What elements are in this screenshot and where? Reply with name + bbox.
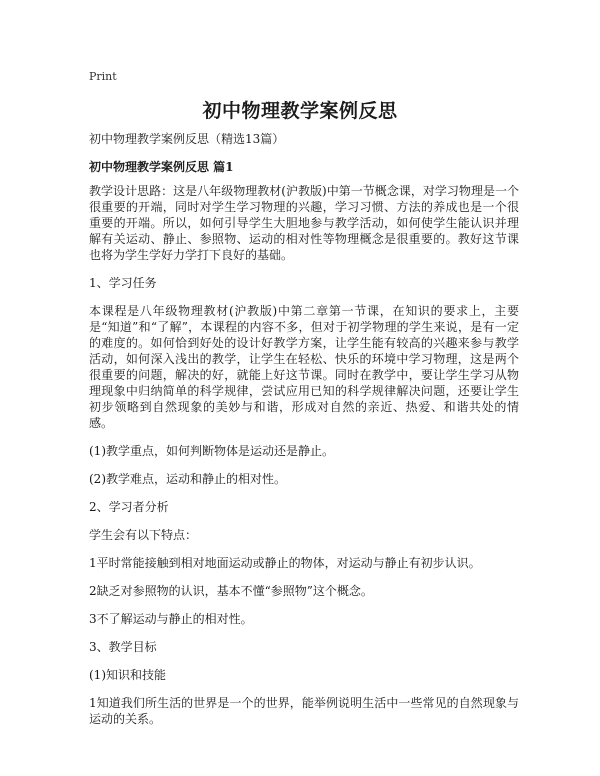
goal-knowledge-skills: (1)知识和技能 — [89, 668, 166, 682]
goal-item: 1知道我们所生活的世界是一个的世界，能举例说明生活中一些常见的自然现象与运动的关系。 — [89, 696, 519, 726]
learner-item: 1平时常能接触到相对地面运动或静止的物体，对运动与静止有初步认识。 — [89, 556, 481, 570]
document-body — [89, 131, 519, 739]
document-subtitle: 初中物理教学案例反思（精选13篇） — [89, 132, 285, 146]
key-point: (1)教学重点，如何判断物体是运动还是静止。 — [89, 444, 334, 458]
intro-paragraph: 教学设计思路：这是八年级物理教材(沪教版)中第一节概念课，对学习物理是一个很重要的开端，同时对学生学习物理的兴趣，学习习惯、方法的养成也是一个很重要的开端。所以，如何引导学生大胆地参与教学活动，如何使学生能认识并理解有关运动、静止、参照物、运动的相对性等物理概念是很重要的。教好这节课也将为学生学好力学打下良好的基础。 — [89, 184, 519, 262]
heading-teaching-goals: 3、教学目标 — [89, 640, 157, 654]
learner-item: 2缺乏对参照物的认识，基本不懂“参照物”这个概念。 — [89, 584, 373, 598]
heading-learning-task: 1、学习任务 — [89, 276, 157, 290]
difficult-point: (2)教学难点，运动和静止的相对性。 — [89, 472, 286, 486]
document-title: 初中物理教学案例反思 — [202, 100, 398, 122]
learner-intro: 学生会有以下特点： — [89, 528, 198, 542]
print-label: Print — [89, 70, 117, 83]
task-paragraph: 本课程是八年级物理教材(沪教版)中第二章第一节课，在知识的要求上，主要是“知道”和“了解”，本课程的内容不多，但对于初学物理的学生来说，是有一定的难度的。如何恰到好处的设计好教学方案，让学生能有较高的兴趣来参与教学活动，如何深入浅出的教学，让学生在轻松、快乐的环境中学习物理，这是两个很重要的问题，解决的好，就能上好这节课。同时在教学中，要让学生学习从物理现象中归纳简单的科学规律，尝试应用已知的科学规律解决问题，还要让学生初步领略到自然现象的美妙与和谐，形成对自然的亲近、热爱、和谐共处的情感。 — [89, 304, 519, 430]
section-title: 初中物理教学案例反思 篇1 — [89, 160, 234, 174]
learner-item: 3不了解运动与静止的相对性。 — [89, 612, 253, 626]
heading-learner-analysis: 2、学习者分析 — [89, 500, 169, 514]
